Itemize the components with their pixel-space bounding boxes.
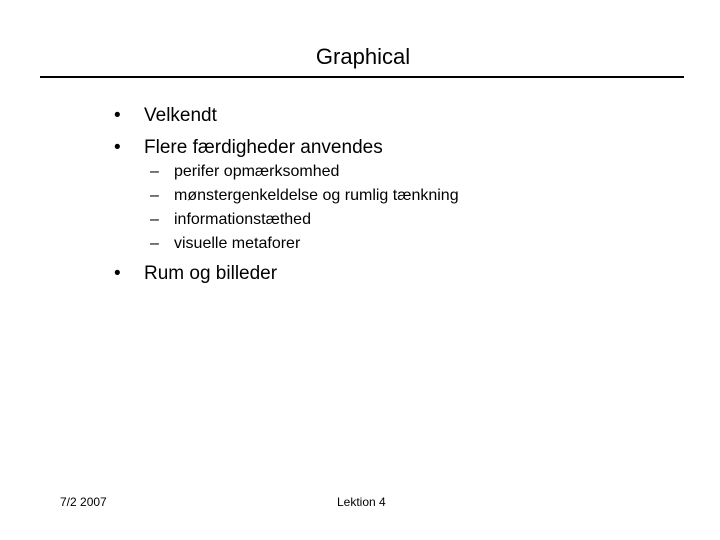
sub-bullet-marker: –	[150, 163, 159, 180]
sub-bullet-marker: –	[150, 187, 159, 204]
sub-bullet-text: mønstergenkeldelse og rumlig tænkning	[174, 187, 459, 204]
bullet-item-velkendt	[114, 105, 217, 127]
sub-bullet-item	[150, 162, 339, 182]
bullet-text: Velkendt	[144, 105, 217, 126]
bullet-text: Rum og billeder	[144, 263, 278, 284]
bullet-marker: •	[114, 137, 121, 158]
sub-bullet-item	[150, 234, 300, 254]
footer-lecture-label: Lektion 4	[337, 495, 386, 509]
sub-bullet-marker: –	[150, 211, 159, 228]
bullet-item-flere-faerdigheder	[114, 137, 383, 159]
sub-bullet-text: visuelle metaforer	[174, 235, 301, 252]
bullet-text: Flere færdigheder anvendes	[144, 137, 383, 158]
bullet-item-rum-og-billeder	[114, 263, 277, 285]
sub-bullet-text: informationstæthed	[174, 211, 311, 228]
slide-title: Graphical	[315, 44, 411, 69]
title-divider	[40, 76, 684, 78]
bullet-marker: •	[114, 263, 121, 284]
sub-bullet-marker: –	[150, 235, 159, 252]
sub-bullet-item	[150, 186, 459, 206]
sub-bullet-item	[150, 210, 311, 230]
sub-bullet-text: perifer opmærksomhed	[174, 163, 340, 180]
footer-date: 7/2 2007	[60, 495, 107, 509]
bullet-marker: •	[114, 105, 121, 126]
